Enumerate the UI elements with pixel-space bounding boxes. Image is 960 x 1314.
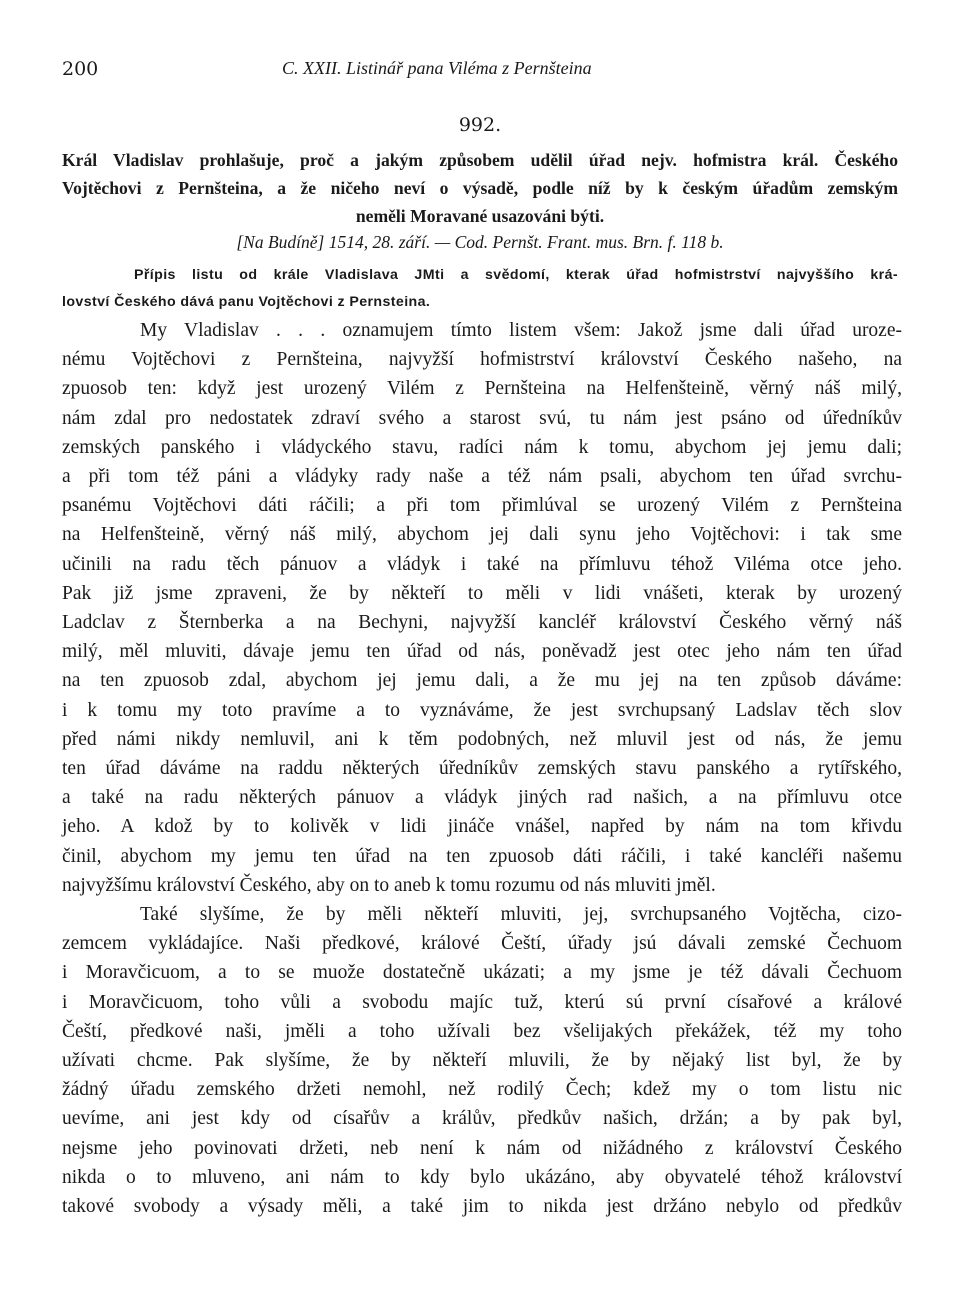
body-text [62, 316, 902, 1221]
body-line: nikda o to mluveno, ani nám to kdy bylo ukázáno, aby obyvatelé téhož království [62, 1166, 902, 1188]
body-line: najvyžšímu království Českého, aby on to aneb k tomu rozumu od nás mluviti jměl. [62, 874, 716, 896]
abstract [62, 262, 898, 316]
body-line: nému Vojtěchovi z Pernšteina, najvyžší hofmistrství království Českého našeho, na [62, 349, 902, 371]
running-header [62, 58, 898, 88]
body-line: ten úřad dáváme na raddu některých úředníkův zemských stavu panského a rytířského, [62, 758, 902, 780]
body-line: zemcem vykládajíce. Naši předkové, králové Čeští, úřady jsú dávali zemské Čechuom [62, 933, 902, 955]
body-line: My Vladislav . . . oznamujem tímto listem všem: Jakož jsme dali úřad uroze- [140, 320, 902, 341]
body-line: nejsme jeho povinovati držeti, neb není k nám od nižádného z království Českého [62, 1137, 902, 1159]
body-line: i Moravčicuom, a to se muože dostatečně ukázati; a my jsme je též dávali Čechuom [62, 962, 902, 984]
source-citation: [Na Budíně] 1514, 28. září. — Cod. Pernšt. Frant. mus. Brn. f. 118 b. [236, 232, 724, 252]
abstract-line: Přípis listu od krále Vladislava JMti a svědomí, kterak úřad hofmistrství najvyššího krá- [134, 267, 898, 283]
regest-line: Vojtěchovi z Pernšteina, a že ničeho neví o výsadě, podle níž by k českým úřadům zemským [62, 178, 898, 198]
body-line: jeho. A kdož by to kolivěk v lidi jináče vnášel, napřed by nám na tom křivdu [62, 816, 902, 838]
body-line: i k tomu my toto pravíme a to vyznáváme, že jest svrchupsaný Ladslav těch slov [62, 699, 902, 721]
body-line: a také na radu některých pánuov a vládyk jiných rad našich, a na přímluvu otce [62, 787, 902, 809]
body-line: zemských panského i vládyckého stavu, radíci nám k tomu, abychom jej jemu dali; [62, 436, 902, 458]
body-line: Také slyšíme, že by měli někteří mluviti, jej, svrchupsaného Vojtěcha, cizo- [140, 904, 902, 926]
body-line: a při tom též páni a vládyky rady naše a též nám psali, abychom ten úřad svrchu- [62, 466, 902, 488]
regest-summary [62, 146, 898, 230]
body-line: psanému Vojtěchovi dáti ráčili; a při tom přimlúval se urozený Vilém z Pernšteina [62, 495, 902, 517]
body-line: žádný úřadu zemského držeti nemohl, než rodilý Čech; kdež my o tom listu nic [62, 1079, 902, 1101]
abstract-line: lovství Českého dává panu Vojtěchovi z Pernsteina. [62, 294, 431, 310]
body-line: milý, měl mluviti, dávaje jemu ten úřad od nás, poněvadž jest otec jeho nám ten úřad [62, 641, 902, 663]
body-line: i Moravčicuom, toho vůli a svobodu majíc tuž, kterú sú první císařové a králové [62, 991, 902, 1013]
body-line: před námi nikdy nemluvil, ani k těm podobných, než mluvil jest od nás, že jemu [62, 728, 902, 750]
body-line: Ladclav z Šternberka a na Bechyni, najvyžší kancléř království Českého věrný náš [62, 612, 902, 634]
body-line: zpuosob ten: když jest urozený Vilém z Pernšteina na Helfenšteině, věrný náš milý, [62, 378, 902, 400]
page-number: 200 [62, 58, 99, 80]
body-line: učinili na radu těch pánuov a vládyk i také na přímluvu téhož Viléma otce jeho. [62, 553, 902, 575]
body-line: Pak již jsme zpraveni, že by někteří to měli v lidi vnášeti, kterak by urozený [62, 582, 902, 604]
body-line: na Helfenšteině, věrný náš milý, abychom jej dali synu jeho Vojtěchovi: i tak sme [62, 524, 902, 546]
body-line: užívati chcme. Pak slyšíme, že by někteří mluvili, že by nějaký list byl, že by [62, 1050, 902, 1072]
running-title: C. XXII. Listinář pana Viléma z Pernšteina [282, 58, 592, 78]
body-line: Čeští, předkové naši, jměli a toho užívali bez všelijakých překážek, též my toho [62, 1020, 902, 1042]
body-line: na ten zpuosob zdal, abychom jej jemu dali, a že mu jej na ten způsob dáváme: [62, 670, 902, 692]
body-line: uevíme, ani jest kdy od císařův a králův, předkův našich, držán; a by pak byl, [62, 1108, 902, 1130]
document-number: 992. [458, 114, 502, 136]
regest-line: neměli Moravané usazováni býti. [355, 206, 605, 226]
body-line: takové svobody a výsady měli, a také jim to nikda jest držáno nebylo od předkův [62, 1196, 902, 1218]
body-line: činil, abychom my jemu ten úřad na ten zpuosob dáti ráčili, i také kancléři našemu [62, 845, 902, 867]
body-line: nám zdal pro nedostatek zdraví svého a starost svú, tu nám jest psáno od úředníkův [62, 407, 902, 429]
regest-line: Král Vladislav prohlašuje, proč a jakým způsobem udělil úřad nejv. hofmistra král. Českého [62, 150, 898, 170]
